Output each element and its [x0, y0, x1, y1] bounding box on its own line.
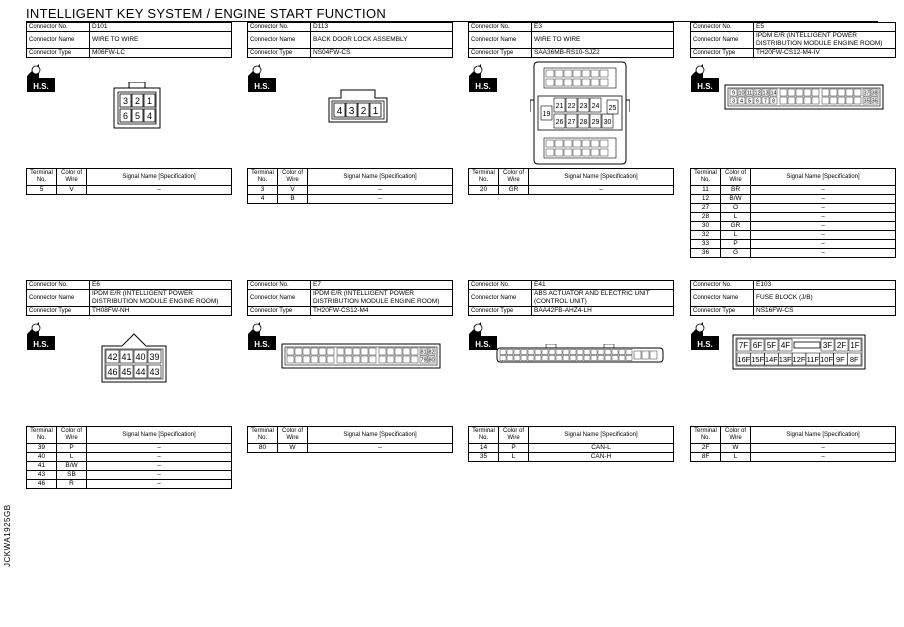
connector-block-e103 [690, 280, 896, 462]
connector-type-value: NS16FW-CS [754, 307, 896, 316]
terminal-no-cell: 35 [469, 453, 499, 462]
pin-label: 3 [348, 106, 355, 117]
hs-icon [691, 322, 719, 350]
wire-color-cell: W [278, 444, 308, 453]
pin-label: 10F [820, 355, 834, 364]
connector-no-label: Connector No. [691, 23, 754, 32]
color-of-wire-header: Color of Wire [721, 169, 751, 186]
color-of-wire-header: Color of Wire [278, 427, 308, 444]
terminal-no-cell: 30 [691, 222, 721, 231]
terminal-no-header: Terminal No. [469, 427, 499, 444]
signal-name-cell: – [751, 231, 896, 240]
connector-name-value: BACK DOOR LOCK ASSEMBLY [311, 32, 453, 49]
connector-name-label: Connector Name [469, 290, 532, 307]
pin-label: 11 [746, 90, 753, 97]
terminal-table [26, 168, 232, 195]
table-row [691, 444, 896, 453]
color-of-wire-header: Color of Wire [721, 427, 751, 444]
connector-type-value: TH08FW-NH [90, 307, 232, 316]
connector-no-label: Connector No. [27, 281, 90, 290]
connector-diagram [468, 58, 674, 168]
connector-header-table [468, 280, 674, 316]
connector-no-value: E3 [532, 23, 674, 32]
pin-label: 5 [747, 98, 752, 105]
connector-name-value: ABS ACTUATOR AND ELECTRIC UNIT (CONTROL UNIT) [532, 290, 674, 307]
signal-name-cell: CAN-L [529, 444, 674, 453]
wire-color-cell: W [721, 444, 751, 453]
connector-name-label: Connector Name [248, 32, 311, 49]
terminal-no-cell: 39 [27, 444, 57, 453]
wire-color-cell: O [721, 204, 751, 213]
terminal-no-header: Terminal No. [691, 427, 721, 444]
connector-name-label: Connector Name [469, 32, 532, 49]
pin-label: 3 [731, 98, 736, 105]
hs-label: H.S. [475, 340, 491, 349]
connector-name-label: Connector Name [691, 32, 754, 49]
wire-color-cell: P [57, 444, 87, 453]
pin-label: 44 [135, 367, 146, 377]
terminal-no-cell: 28 [691, 213, 721, 222]
pin-label: 2F [836, 341, 847, 350]
connector-type-value: TH20FW-CS12-M4 [311, 307, 453, 316]
wire-color-cell: BR [721, 186, 751, 195]
connector-type-value: NS04FW-CS [311, 49, 453, 58]
signal-name-header: Signal Name [Specification] [87, 169, 232, 186]
connector-type-value: TH20FW-CS12-M4-IV [754, 49, 896, 58]
connector-no-label: Connector No. [27, 23, 90, 32]
connector-header-table [690, 280, 896, 316]
pin-label: 46 [107, 367, 118, 377]
pin-label: 6 [122, 111, 129, 121]
table-row [691, 249, 896, 258]
hs-label: H.S. [33, 82, 49, 91]
terminal-no-header: Terminal No. [248, 169, 278, 186]
pin-label: 42 [107, 352, 118, 362]
connector-no-value: E41 [532, 281, 674, 290]
pin-label: 27 [567, 119, 576, 126]
terminal-no-header: Terminal No. [691, 169, 721, 186]
terminal-table [26, 426, 232, 489]
signal-name-cell: – [87, 480, 232, 489]
signal-name-cell: – [751, 249, 896, 258]
connector-type-label: Connector Type [27, 307, 90, 316]
terminal-table [690, 168, 896, 258]
signal-name-header: Signal Name [Specification] [529, 427, 674, 444]
connector-no-value: E7 [311, 281, 453, 290]
hs-label: H.S. [254, 82, 270, 91]
connector-block-d113 [247, 22, 453, 204]
table-row [27, 453, 232, 462]
terminal-no-cell: 20 [469, 186, 499, 195]
document-id: JCKWA1925GB [3, 504, 12, 567]
connector-no-label: Connector No. [248, 23, 311, 32]
signal-name-cell: – [308, 195, 453, 204]
pin-label: 2 [134, 96, 141, 106]
signal-name-cell: – [751, 222, 896, 231]
connector-diagram [247, 58, 453, 168]
pin-label: 19 [542, 111, 551, 118]
pin-label: 38 [871, 90, 878, 97]
connector-header-table [247, 280, 453, 316]
pin-label: 35 [863, 98, 870, 105]
signal-name-header: Signal Name [Specification] [87, 427, 232, 444]
table-row [691, 231, 896, 240]
wire-color-cell: L [57, 453, 87, 462]
pin-label: 8F [849, 355, 859, 364]
wire-color-cell: G [721, 249, 751, 258]
connector-name-value: FUSE BLOCK (J/B) [754, 290, 896, 307]
page-title: INTELLIGENT KEY SYSTEM / ENGINE START FUNCTION [26, 6, 387, 21]
table-row [248, 444, 453, 453]
signal-name-cell: – [308, 444, 453, 453]
pin-label: 28 [579, 119, 588, 126]
connector-diagram [690, 58, 896, 168]
pin-label: 29 [591, 119, 600, 126]
terminal-no-header: Terminal No. [248, 427, 278, 444]
pin-label: 9F [836, 355, 845, 364]
wire-color-cell: GR [721, 222, 751, 231]
pin-label: 36 [871, 98, 878, 105]
terminal-no-cell: 36 [691, 249, 721, 258]
terminal-rows [469, 186, 674, 195]
connector-type-label: Connector Type [469, 49, 532, 58]
signal-name-cell: – [529, 186, 674, 195]
color-of-wire-header: Color of Wire [57, 427, 87, 444]
connector-no-label: Connector No. [691, 281, 754, 290]
connector-block-d101 [26, 22, 232, 195]
pin-label: 16F [737, 355, 751, 364]
pin-label: 25 [608, 105, 617, 112]
connector-no-value: E5 [754, 23, 896, 32]
pin-label: 1 [146, 96, 153, 106]
wire-color-cell: SB [57, 471, 87, 480]
terminal-no-cell: 8F [691, 453, 721, 462]
wire-color-cell: GR [499, 186, 529, 195]
terminal-table [468, 168, 674, 195]
table-row [691, 453, 896, 462]
signal-name-cell: – [751, 444, 896, 453]
hs-icon [469, 64, 497, 92]
wire-color-cell: P [721, 240, 751, 249]
terminal-no-cell: 32 [691, 231, 721, 240]
connector-block-e3 [468, 22, 674, 195]
terminal-rows [27, 444, 232, 489]
terminal-no-cell: 46 [27, 480, 57, 489]
terminal-no-cell: 41 [27, 462, 57, 471]
connector-block-e7 [247, 280, 453, 453]
signal-name-cell: CAN-H [529, 453, 674, 462]
terminal-no-cell: 33 [691, 240, 721, 249]
hs-icon [27, 322, 55, 350]
terminal-rows [248, 186, 453, 204]
signal-name-cell: – [87, 471, 232, 480]
signal-name-cell: – [87, 462, 232, 471]
connector-diagram [26, 58, 232, 168]
hs-icon [691, 64, 719, 92]
signal-name-cell: – [751, 240, 896, 249]
signal-name-header: Signal Name [Specification] [529, 169, 674, 186]
color-of-wire-header: Color of Wire [278, 169, 308, 186]
connector-header-table [247, 22, 453, 58]
pin-label: 30 [603, 119, 612, 126]
pin-label: 4 [146, 111, 153, 121]
connector-no-label: Connector No. [469, 23, 532, 32]
connector-header-table [26, 22, 232, 58]
connector-header-table [26, 280, 232, 316]
pin-label: 4 [739, 98, 744, 105]
connector-no-value: D101 [90, 23, 232, 32]
pin-label: 43 [149, 367, 160, 377]
table-row [691, 186, 896, 195]
terminal-table [247, 168, 453, 204]
color-of-wire-header: Color of Wire [57, 169, 87, 186]
table-row [27, 462, 232, 471]
pin-label: 1F [850, 341, 860, 350]
connector-face [530, 60, 630, 166]
table-row [469, 453, 674, 462]
signal-name-cell: – [751, 204, 896, 213]
hs-icon [27, 64, 55, 92]
terminal-no-cell: 4 [248, 195, 278, 204]
color-of-wire-header: Color of Wire [499, 169, 529, 186]
wire-color-cell: L [721, 453, 751, 462]
pin-label: 3F [822, 341, 833, 350]
terminal-no-cell: 14 [469, 444, 499, 453]
terminal-rows [248, 444, 453, 453]
connector-type-value: M06FW-LC [90, 49, 232, 58]
connector-face [100, 332, 168, 384]
connector-name-value: WIRE TO WIRE [90, 32, 232, 49]
wire-color-cell: B [278, 195, 308, 204]
signal-name-cell: – [751, 195, 896, 204]
hs-label: H.S. [697, 82, 713, 91]
pin-label: 14F [764, 355, 778, 364]
hs-icon [469, 322, 497, 350]
pin-label: 41 [121, 352, 132, 362]
wire-color-cell: L [499, 453, 529, 462]
pin-label: 22 [567, 103, 576, 110]
pin-label: 7F [738, 341, 749, 350]
table-row [469, 186, 674, 195]
terminal-no-cell: 2F [691, 444, 721, 453]
signal-name-header: Signal Name [Specification] [308, 169, 453, 186]
pin-label: 6 [755, 98, 760, 105]
terminal-no-cell: 3 [248, 186, 278, 195]
pin-label: 82 [428, 349, 435, 356]
connector-no-value: E6 [90, 281, 232, 290]
signal-name-cell: – [87, 453, 232, 462]
hs-label: H.S. [33, 340, 49, 349]
terminal-no-cell: 5 [27, 186, 57, 195]
pin-label: 12 [754, 90, 761, 97]
connector-no-value: E103 [754, 281, 896, 290]
pin-label: 4 [336, 106, 343, 117]
connector-type-value: SAA36MB-RS10-SJZ2 [532, 49, 674, 58]
pin-label: 24 [591, 103, 600, 110]
pin-label: 1 [372, 106, 379, 117]
connector-diagram [468, 316, 674, 426]
connector-type-label: Connector Type [691, 307, 754, 316]
connector-name-value: IPDM E/R (INTELLIGENT POWER DISTRIBUTION MODULE ENGINE ROOM) [90, 290, 232, 307]
pin-label: 5 [134, 111, 141, 121]
connector-name-label: Connector Name [27, 32, 90, 49]
connector-face [724, 82, 884, 112]
pin-label: 9 [731, 90, 736, 97]
pin-label: 13 [762, 90, 769, 97]
wire-color-cell: V [278, 186, 308, 195]
connector-name-value: IPDM E/R (INTELLIGENT POWER DISTRIBUTION MODULE ENGINE ROOM) [754, 32, 896, 49]
signal-name-cell: – [751, 213, 896, 222]
pin-label: 7 [763, 98, 768, 105]
terminal-rows [27, 186, 232, 195]
hs-label: H.S. [254, 340, 270, 349]
pin-label: 4F [780, 341, 791, 350]
pin-label: 81 [420, 349, 427, 356]
connector-diagram [26, 316, 232, 426]
connector-block-e6 [26, 280, 232, 489]
connector-type-label: Connector Type [469, 307, 532, 316]
pin-label: 15F [751, 355, 765, 364]
connector-face [327, 88, 389, 124]
color-of-wire-header: Color of Wire [499, 427, 529, 444]
terminal-table [247, 426, 453, 453]
terminal-no-cell: 27 [691, 204, 721, 213]
signal-name-header: Signal Name [Specification] [751, 427, 896, 444]
connector-no-value: D113 [311, 23, 453, 32]
connector-type-label: Connector Type [27, 49, 90, 58]
pin-label: 3 [122, 96, 129, 106]
pin-label: 12F [792, 355, 806, 364]
table-row [248, 186, 453, 195]
connector-diagram [690, 316, 896, 426]
connector-header-table [690, 22, 896, 58]
signal-name-header: Signal Name [Specification] [308, 427, 453, 444]
terminal-no-header: Terminal No. [27, 169, 57, 186]
connector-name-label: Connector Name [27, 290, 90, 307]
terminal-rows [691, 186, 896, 258]
hs-icon [248, 322, 276, 350]
terminal-no-cell: 40 [27, 453, 57, 462]
terminal-rows [469, 444, 674, 462]
pin-label: 37 [863, 90, 870, 97]
connector-no-label: Connector No. [469, 281, 532, 290]
connector-name-label: Connector Name [691, 290, 754, 307]
connector-face [496, 344, 664, 366]
connector-name-value: IPDM E/R (INTELLIGENT POWER DISTRIBUTION MODULE ENGINE ROOM) [311, 290, 453, 307]
wire-color-cell: B/W [57, 462, 87, 471]
pin-label: 40 [135, 352, 146, 362]
pin-label: 6F [752, 341, 763, 350]
pin-label: 23 [579, 103, 588, 110]
signal-name-cell: – [87, 444, 232, 453]
hs-label: H.S. [475, 82, 491, 91]
table-row [691, 240, 896, 249]
table-row [691, 213, 896, 222]
wire-color-cell: R [57, 480, 87, 489]
hs-icon [248, 64, 276, 92]
connector-name-label: Connector Name [248, 290, 311, 307]
pin-label: 21 [555, 103, 564, 110]
connector-type-label: Connector Type [248, 307, 311, 316]
terminal-no-header: Terminal No. [27, 427, 57, 444]
wire-color-cell: B/W [721, 195, 751, 204]
pin-label: 39 [149, 352, 160, 362]
pin-label: 14 [770, 90, 777, 97]
signal-name-cell: – [308, 186, 453, 195]
connector-face [732, 334, 866, 370]
hs-label: H.S. [697, 340, 713, 349]
connector-type-value: BAA42FB-AHZ4-LH [532, 307, 674, 316]
wire-color-cell: L [721, 231, 751, 240]
connector-header-table [468, 22, 674, 58]
table-row [691, 195, 896, 204]
connector-no-label: Connector No. [248, 281, 311, 290]
table-row [691, 204, 896, 213]
connector-diagram [247, 316, 453, 426]
pin-label: 45 [121, 367, 132, 377]
table-row [248, 195, 453, 204]
pin-label: 26 [555, 119, 564, 126]
connector-block-e41 [468, 280, 674, 462]
terminal-table [690, 426, 896, 462]
terminal-no-cell: 12 [691, 195, 721, 204]
table-row [27, 471, 232, 480]
terminal-no-header: Terminal No. [469, 169, 499, 186]
connector-block-e5 [690, 22, 896, 258]
pin-label: 5F [766, 341, 777, 350]
terminal-no-cell: 43 [27, 471, 57, 480]
connector-type-label: Connector Type [691, 49, 754, 58]
pin-label: 80 [428, 357, 435, 364]
connector-type-label: Connector Type [248, 49, 311, 58]
connector-name-value: WIRE TO WIRE [532, 32, 674, 49]
pin-label: 11F [806, 355, 819, 364]
pin-label: 10 [738, 90, 745, 97]
table-row [27, 186, 232, 195]
terminal-rows [691, 444, 896, 462]
pin-label: 8 [771, 98, 776, 105]
terminal-table [468, 426, 674, 462]
wire-color-cell: P [499, 444, 529, 453]
pin-label: 13F [778, 355, 792, 364]
signal-name-header: Signal Name [Specification] [751, 169, 896, 186]
connector-face [281, 342, 441, 370]
wire-color-cell: L [721, 213, 751, 222]
signal-name-cell: – [87, 186, 232, 195]
table-row [27, 480, 232, 489]
connector-face [112, 82, 162, 130]
signal-name-cell: – [751, 186, 896, 195]
terminal-no-cell: 11 [691, 186, 721, 195]
table-row [691, 222, 896, 231]
table-row [27, 444, 232, 453]
table-row [469, 444, 674, 453]
wire-color-cell: V [57, 186, 87, 195]
pin-label: 2 [360, 106, 367, 117]
pin-label: 79 [420, 357, 427, 364]
signal-name-cell: – [751, 453, 896, 462]
terminal-no-cell: 80 [248, 444, 278, 453]
